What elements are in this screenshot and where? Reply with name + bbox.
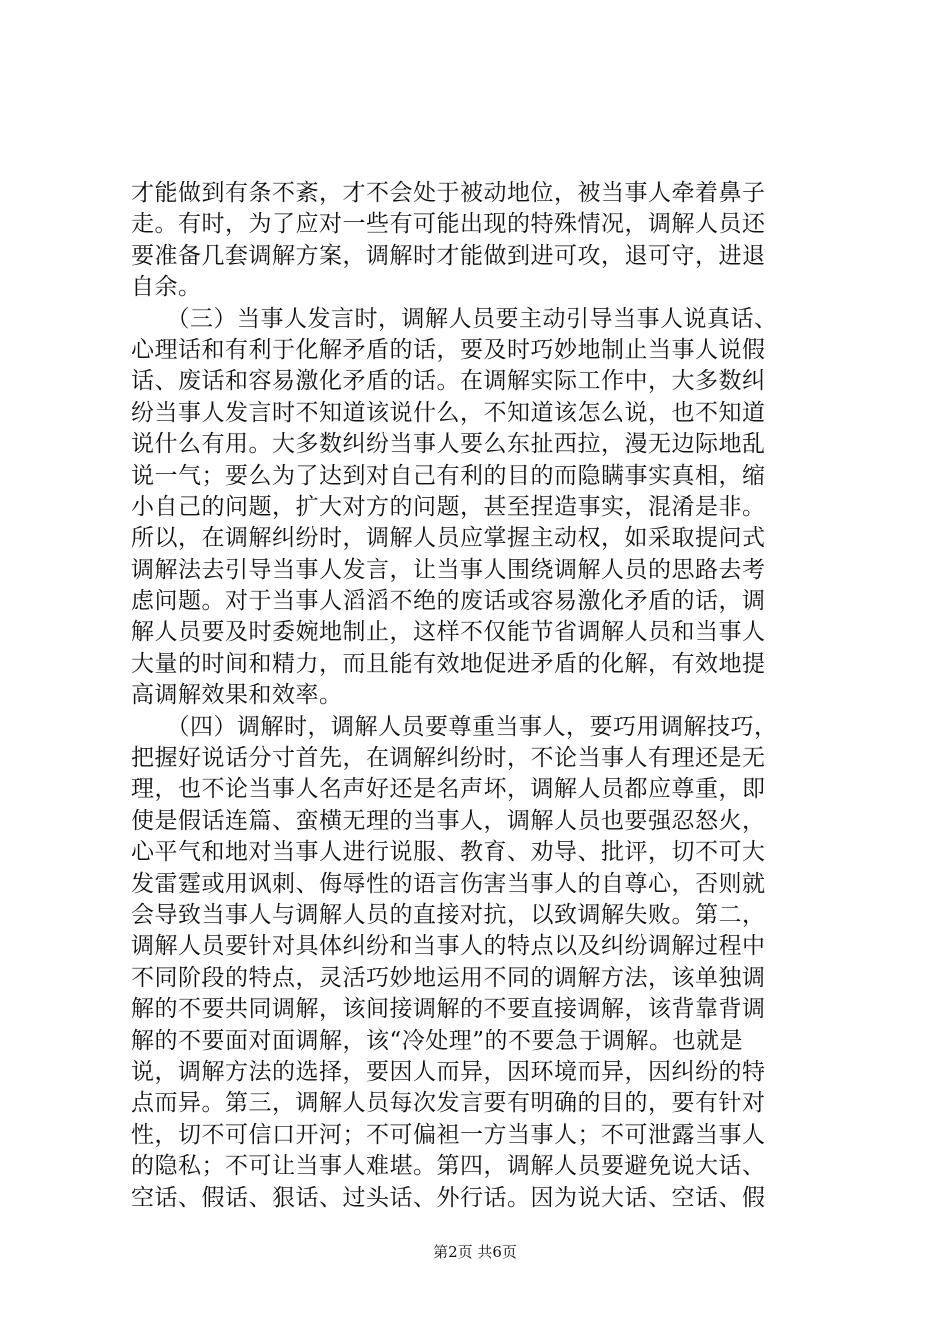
text-line: （四）调解时，调解人员要尊重当事人，要巧用调解技巧， — [131, 713, 778, 740]
text-line: 使是假话连篇、蛮横无理的当事人，调解人员也要强忍怒火， — [131, 807, 766, 834]
page-number-label: 第2页 共6页 — [433, 1243, 517, 1261]
text-line: 点而异。第三，调解人员每次发言要有明确的目的，要有针对 — [131, 1090, 766, 1117]
text-line: 才能做到有条不紊，才不会处于被动地位，被当事人牵着鼻子 — [131, 180, 766, 206]
text-line: 自余。 — [131, 274, 202, 301]
text-line: 解人员要及时委婉地制止，这样不仅能节省调解人员和当事人 — [131, 619, 766, 646]
text-line: 把握好说话分寸首先，在调解纠纷时，不论当事人有理还是无 — [131, 745, 766, 772]
text-line: 心理话和有利于化解矛盾的话，要及时巧妙地制止当事人说假 — [131, 336, 766, 363]
text-line: （三）当事人发言时，调解人员要主动引导当事人说真话、 — [131, 305, 778, 332]
text-line: 会导致当事人与调解人员的直接对抗，以致调解失败。第二， — [131, 901, 766, 928]
text-line: 心平气和地对当事人进行说服、教育、劝导、批评，切不可大 — [131, 839, 766, 866]
text-line: 理，也不论当事人名声好还是名声坏，调解人员都应尊重，即 — [131, 776, 766, 803]
text-line: 调解人员要针对具体纠纷和当事人的特点以及纠纷调解过程中 — [131, 933, 766, 960]
text-line: 小自己的问题，扩大对方的问题，甚至捏造事实，混淆是非。 — [131, 493, 766, 520]
text-line: 走。有时，为了应对一些有可能出现的特殊情况，调解人员还 — [131, 211, 766, 238]
text-line: 解的不要面对面调解，该“冷处理”的不要急于调解。也就是 — [131, 1027, 744, 1054]
text-line: 调解法去引导当事人发言，让当事人围绕调解人员的思路去考 — [131, 556, 766, 583]
document-body — [131, 178, 831, 1214]
text-line: 性，切不可信口开河；不可偏袒一方当事人；不可泄露当事人 — [131, 1121, 766, 1148]
text-line: 不同阶段的特点，灵活巧妙地运用不同的调解方法，该单独调 — [131, 964, 766, 991]
text-line: 说，调解方法的选择，要因人而异，因环境而异，因纠纷的特 — [131, 1058, 766, 1085]
text-line: 要准备几套调解方案，调解时才能做到进可攻，退可守，进退 — [131, 242, 766, 269]
text-line: 纷当事人发言时不知道该说什么，不知道该怎么说，也不知道 — [131, 399, 766, 426]
text-line: 说一气；要么为了达到对自己有利的目的而隐瞒事实真相，缩 — [131, 462, 766, 489]
text-line: 空话、假话、狠话、过头话、外行话。因为说大话、空话、假 — [131, 1184, 766, 1211]
text-line: 大量的时间和精力，而且能有效地促进矛盾的化解，有效地提 — [131, 650, 766, 677]
text-line: 高调解效果和效率。 — [131, 682, 343, 709]
text-line: 发雷霆或用讽刺、侮辱性的语言伤害当事人的自尊心，否则就 — [131, 870, 766, 897]
text-line: 话、废话和容易激化矛盾的话。在调解实际工作中，大多数纠 — [131, 368, 766, 395]
page-footer — [0, 1242, 950, 1262]
text-line: 虑问题。对于当事人滔滔不绝的废话或容易激化矛盾的话，调 — [131, 588, 766, 615]
text-line: 解的不要共同调解，该间接调解的不要直接调解，该背靠背调 — [131, 996, 766, 1023]
text-line: 的隐私；不可让当事人难堪。第四，调解人员要避免说大话、 — [131, 1153, 766, 1180]
text-line: 说什么有用。大多数纠纷当事人要么东扯西拉，漫无边际地乱 — [131, 431, 766, 458]
text-line: 所以，在调解纠纷时，调解人员应掌握主动权，如采取提问式 — [131, 525, 766, 552]
